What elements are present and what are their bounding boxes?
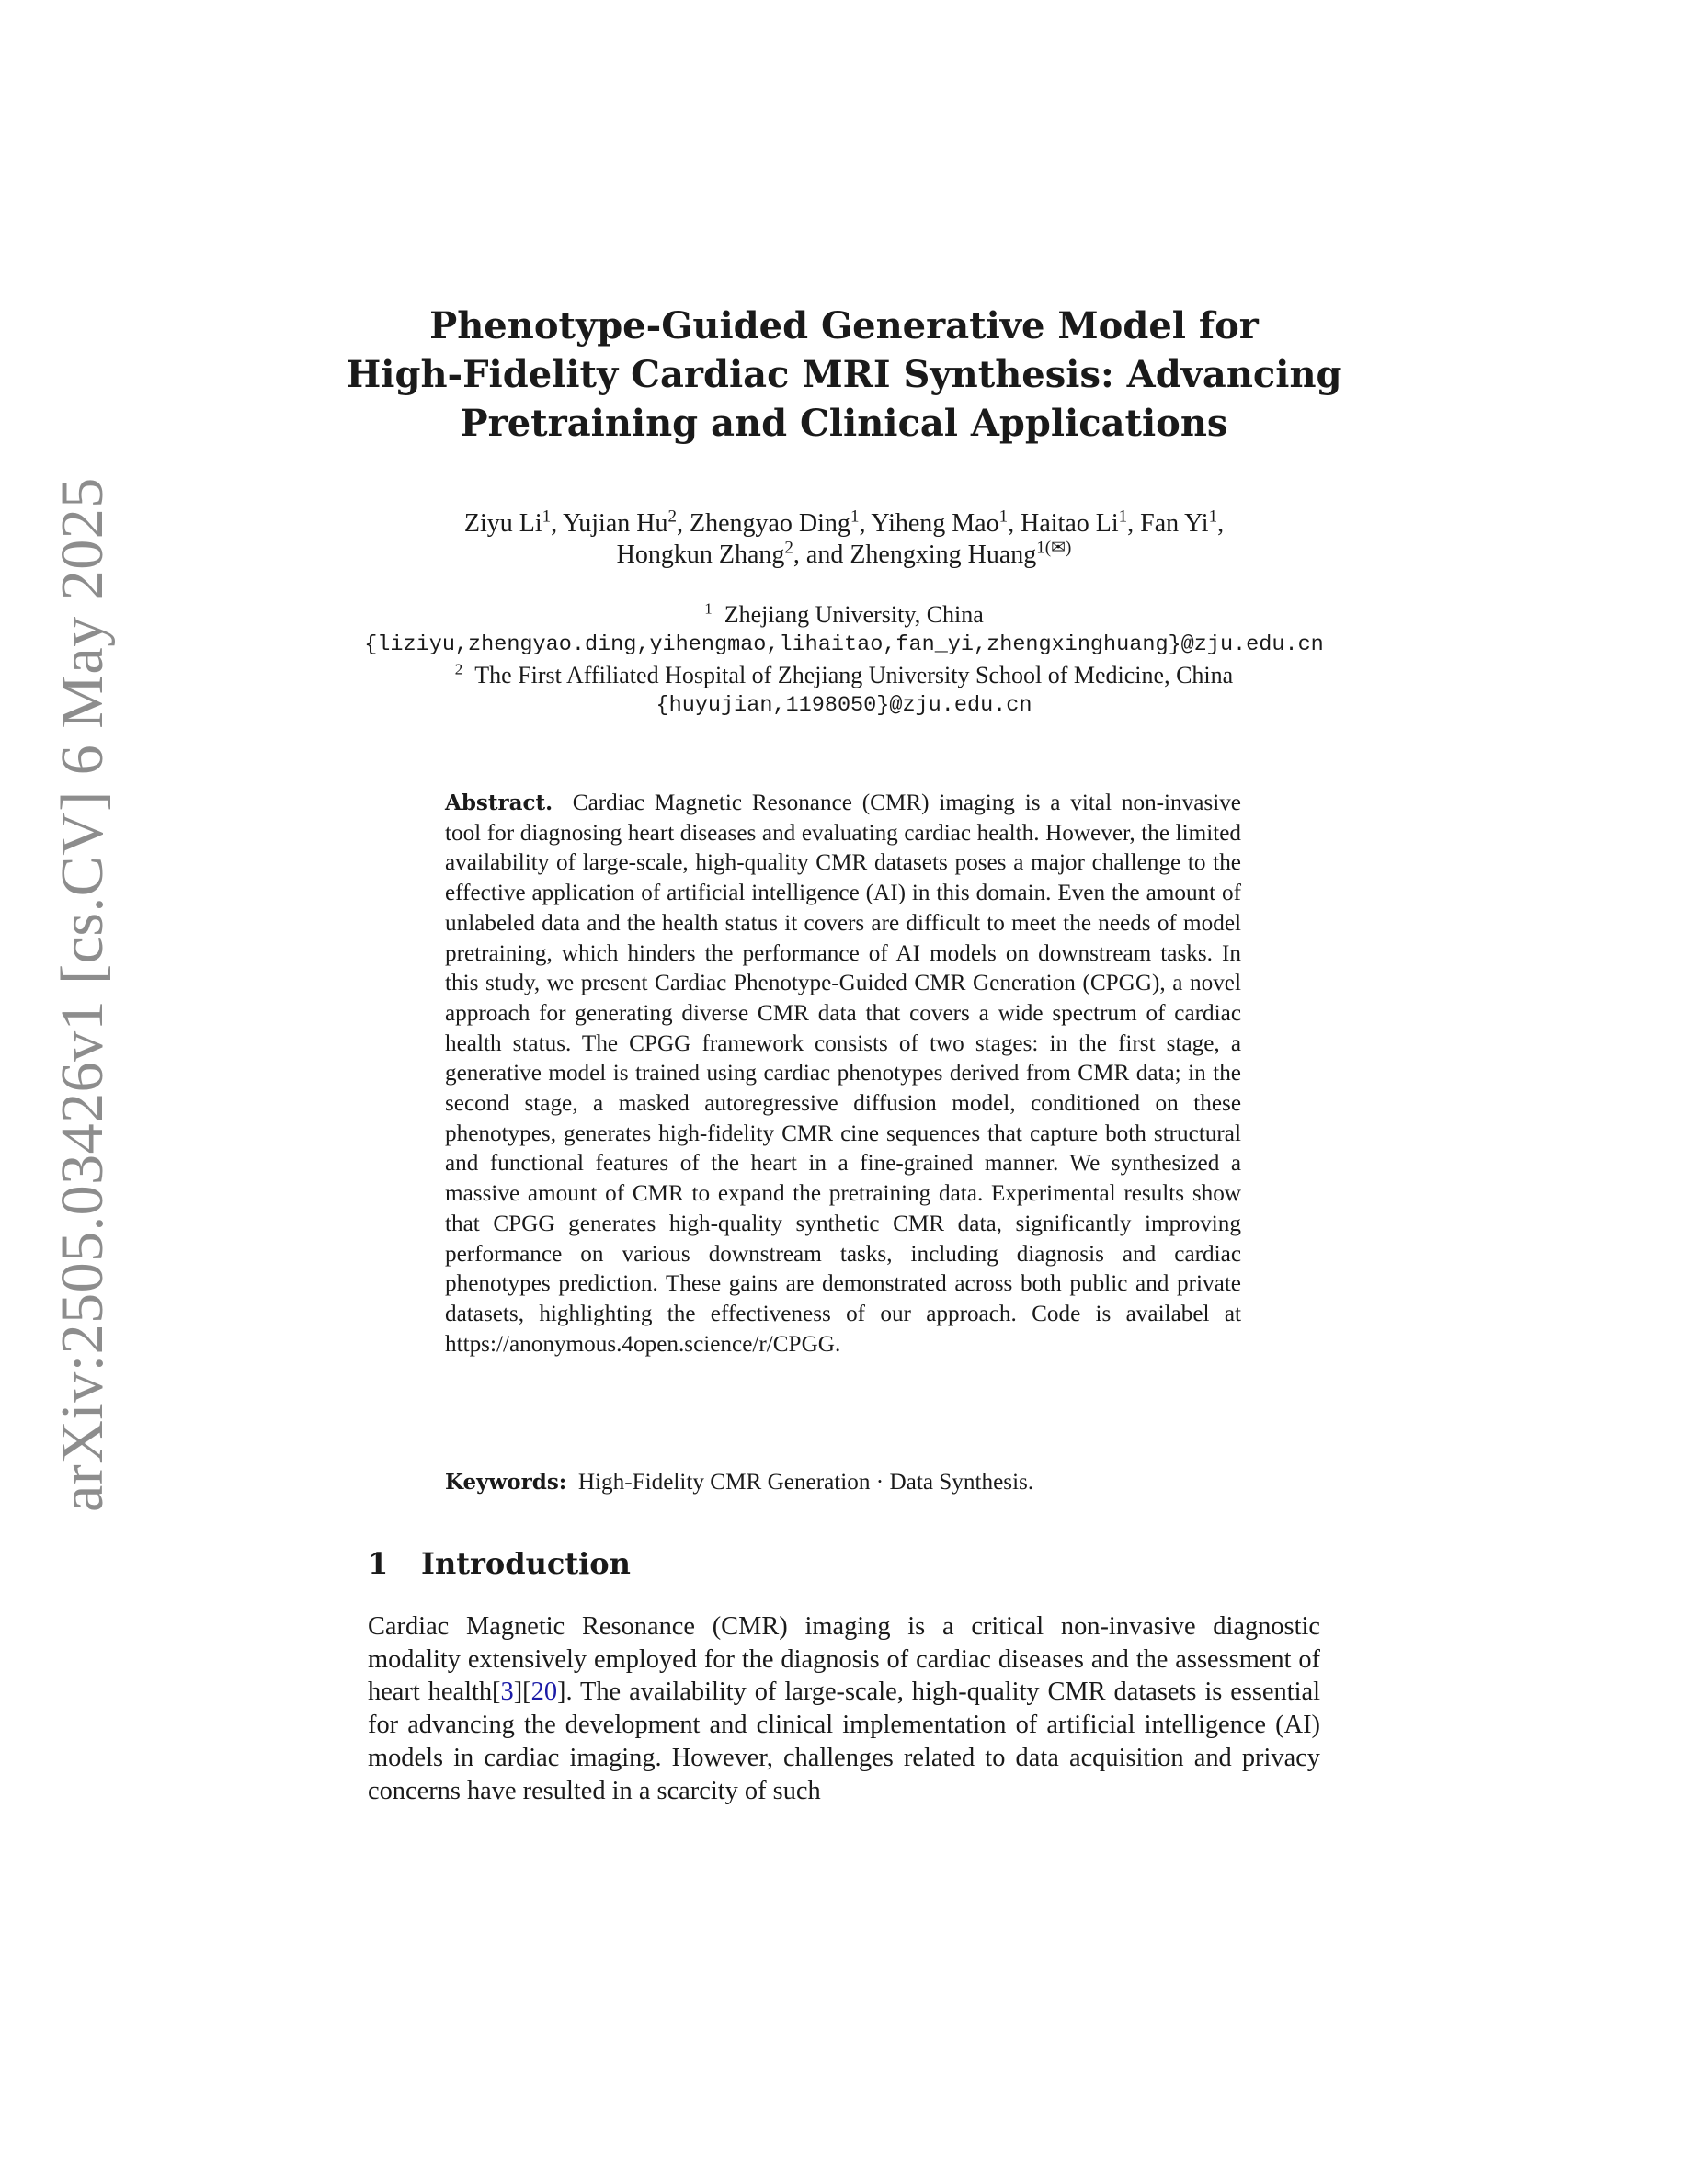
author-line-1: Ziyu Li$^1$, Yujian Hu$^2$, Zhengyao Ding$^1$, Yiheng Mao$^1$, Haitao Li$^1$, Fan Yi$^1$,: [463, 506, 1225, 538]
author-conjunction: and: [805, 540, 844, 569]
introduction-paragraph: Cardiac Magnetic Resonance (CMR) imaging is a critical non-invasive diagnostic modality extensively employed for the diagnosis of cardiac diseases and the assessment of heart health[3][20]. The availability of large-scale, high-quality CMR datasets is essential for advancing the development and clinical implementation of artificial intelligence (AI) models in cardiac imaging. However, challenges related to data acquisition and privacy concerns have resulted in a scarcity of such: [368, 1612, 1320, 1805]
author-affiliation-mark: 2: [784, 538, 793, 558]
corresponding-author-name: Zhengxing Huang: [850, 540, 1037, 569]
author-affiliation-mark: 1: [542, 506, 552, 527]
keywords: [445, 1467, 1241, 1497]
affiliation-2-name: The First Affiliated Hospital of Zhejiang University School of Medicine, China: [474, 662, 1234, 688]
affiliations: [276, 599, 1412, 721]
author-affiliation-mark: 1: [1118, 506, 1128, 527]
intro-text-before: Cardiac Magnetic Resonance (CMR) imaging is a critical non-invasive diagnostic modality extensively employed for the diagnosis of cardiac diseases and the assessment of heart health: [368, 1612, 1320, 1707]
section-title: Introduction: [421, 1546, 631, 1581]
affiliation-2-emails: {huyujian,1198050}@zju.edu.cn: [656, 693, 1032, 718]
author-affiliation-mark: 1: [850, 506, 860, 527]
abstract: [445, 789, 1241, 1359]
corresponding-author-mark: 1(✉): [1036, 538, 1072, 558]
affiliation-1-name: Zhejiang University, China: [724, 601, 984, 628]
author-name: Yiheng Mao: [871, 509, 999, 538]
paper-title: [276, 301, 1412, 448]
author-name: Hongkun Zhang: [616, 540, 785, 569]
author-list: [276, 508, 1412, 571]
keywords-label: Keywords:: [445, 1470, 567, 1495]
author-line-2: Hongkun Zhang$^2$, and Zhengxing Huang$^{1(✉)}$: [616, 538, 1072, 569]
section-number: 1: [368, 1546, 389, 1581]
section-heading-introduction: [368, 1544, 631, 1583]
abstract-label: Abstract.: [445, 791, 553, 815]
title-line-3: Pretraining and Clinical Applications: [460, 402, 1228, 445]
author-name: Haitao Li: [1021, 509, 1119, 538]
citation-link[interactable]: 3: [500, 1678, 514, 1707]
title-line-1: Phenotype-Guided Generative Model for: [429, 304, 1259, 347]
affiliation-1: [276, 599, 1412, 630]
citation-link[interactable]: 20: [530, 1678, 558, 1707]
affiliation-1-emails: {liziyu,zhengyao.ding,yihengmao,lihaitao,fan_yi,zhengxinghuang}@zju.edu.cn: [364, 632, 1324, 657]
intro-text-after: . The availability of large-scale, high-quality CMR datasets is essential for advancing the development and clinical implementation of artificial intelligence (AI) models in cardiac imaging. However, challenges related to data acquisition and privacy concerns have resulted in a scarcity of such: [368, 1678, 1320, 1805]
author-affiliation-mark: 1: [1208, 506, 1218, 527]
affiliation-2: [276, 660, 1412, 690]
author-name: Zhengyao Ding: [689, 509, 850, 538]
affiliation-1-mark: 1: [704, 599, 713, 618]
title-line-2: High-Fidelity Cardiac MRI Synthesis: Advancing: [346, 353, 1342, 396]
keywords-text: High-Fidelity CMR Generation · Data Synthesis.: [577, 1470, 1034, 1495]
author-name: Yujian Hu: [563, 509, 668, 538]
affiliation-2-mark: 2: [454, 660, 463, 678]
author-affiliation-mark: 2: [667, 506, 677, 527]
abstract-text: Cardiac Magnetic Resonance (CMR) imaging is a vital non-invasive tool for diagnosing heart diseases and evaluating cardiac health. However, the limited availability of large-scale, high-quality CMR datasets poses a major challenge to the effective application of artificial intelligence (AI) in this domain. Even the amount of unlabeled data and the health status it covers are difficult to meet the needs of model pretraining, which hinders the performance of AI models on downstream tasks. In this study, we present Cardiac Phenotype-Guided CMR Generation (CPGG), a novel approach for generating diverse CMR data that covers a wide spectrum of cardiac health status. The CPGG framework consists of two stages: in the first stage, a generative model is trained using cardiac phenotypes derived from CMR data; in the second stage, a masked autoregressive diffusion model, conditioned on these phenotypes, generates high-fidelity CMR cine sequences that capture both structural and functional features of the heart in a fine-grained manner. We synthesized a massive amount of CMR to expand the pretraining data. Experimental results show that CPGG generates high-quality synthetic CMR data, significantly improving performance on various downstream tasks, including diagnosis and cardiac phenotypes prediction. These gains are demonstrated across both public and private datasets, highlighting the effectiveness of our approach. Code is availabel at https://anonymous.4open.science/r/CPGG.: [445, 791, 1241, 1357]
author-affiliation-mark: 1: [998, 506, 1009, 527]
arxiv-identifier: arXiv:2505.03426v1 [cs.CV] 6 May 2025: [49, 477, 116, 1512]
author-name: Fan Yi: [1140, 509, 1209, 538]
author-name: Ziyu Li: [463, 509, 542, 538]
